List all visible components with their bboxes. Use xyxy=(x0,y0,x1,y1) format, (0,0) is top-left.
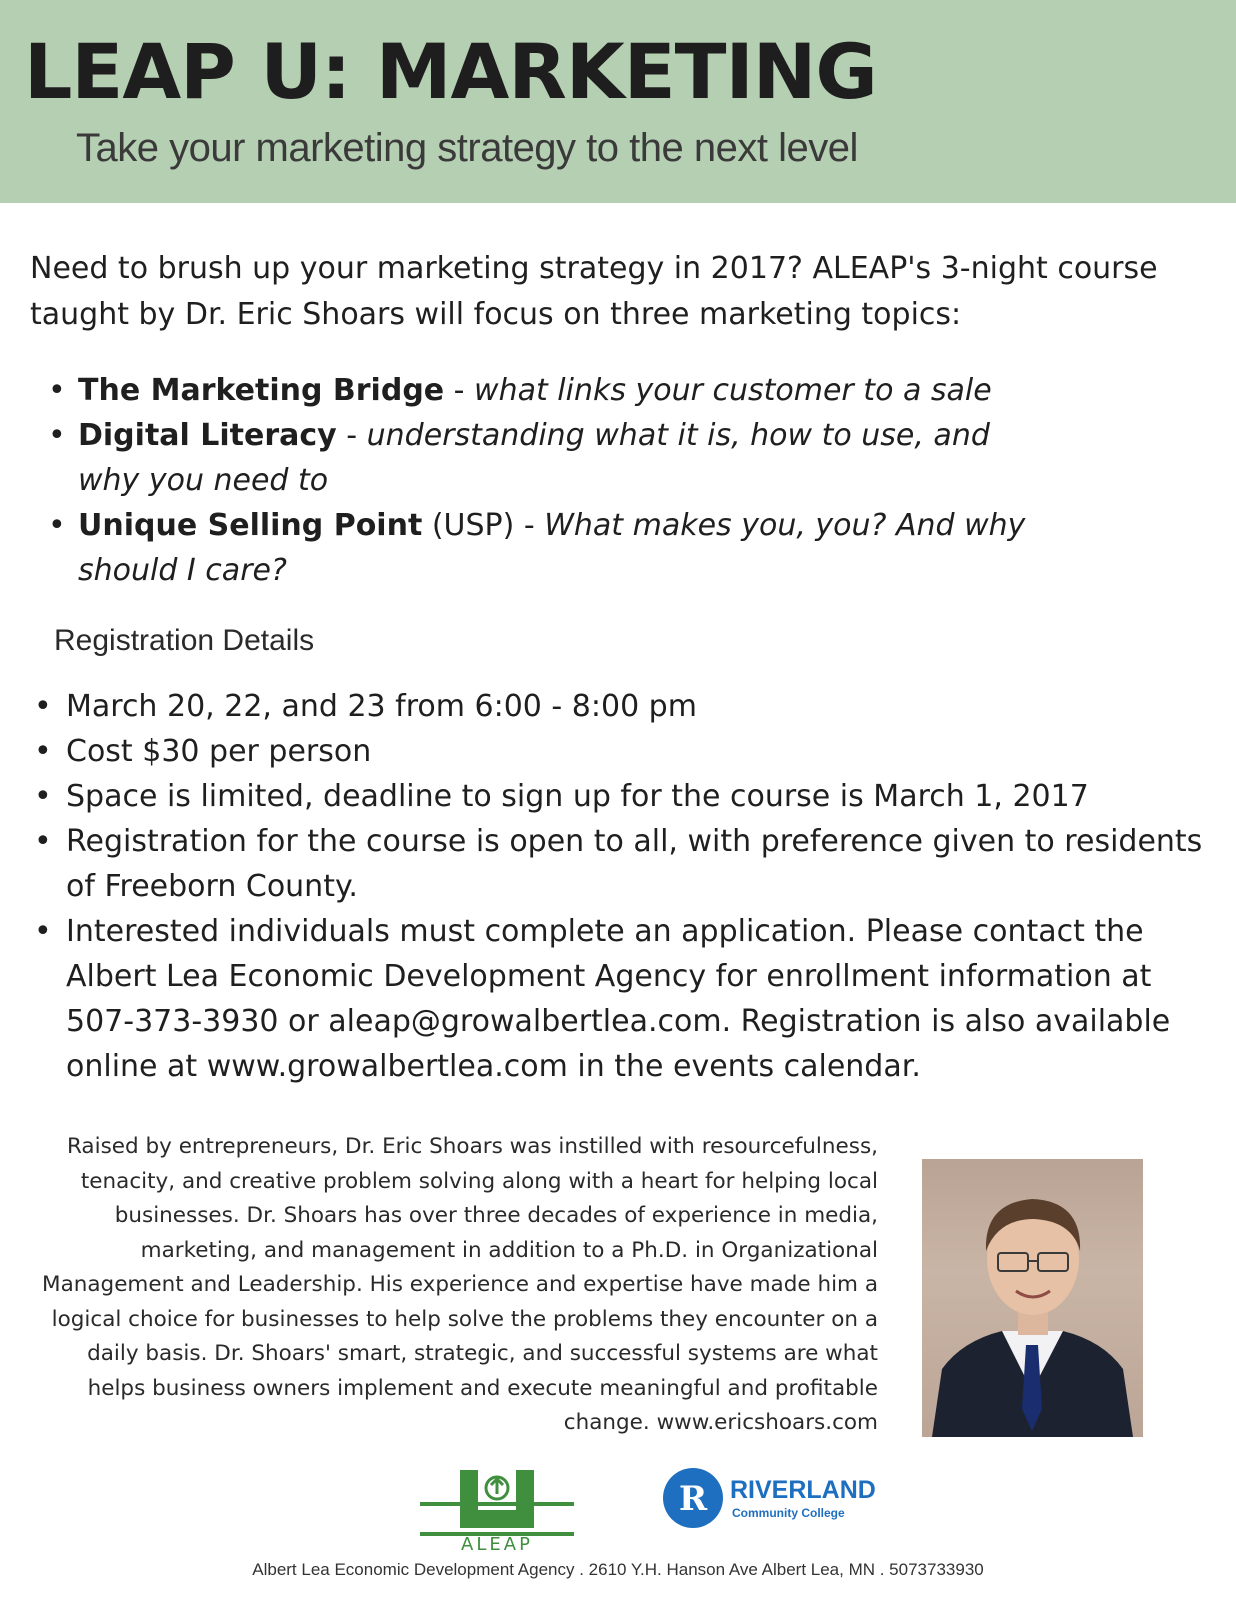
list-item: • Interested individuals must complete an application. Please contact the Albert Lea Economic Development Agency for enrollment information at 507-373-3930 or aleap@growalbertlea.com. Registration is also available online at www.growalbertlea.com in the events calendar. xyxy=(34,909,1204,1089)
topic-description: What makes you, you? And why should I care? xyxy=(78,508,1026,588)
riverland-logo xyxy=(663,1468,876,1528)
list-item: • Registration for the course is open to all, with preference given to residents of Freeborn County. xyxy=(34,819,1204,909)
registration-list xyxy=(34,684,1204,1089)
registration-heading: Registration Details xyxy=(54,624,315,657)
page-title: LEAP U: MARKETING xyxy=(24,27,877,116)
footer-address: Albert Lea Economic Development Agency . 2610 Y.H. Hanson Ave Albert Lea, MN . 5073733930 xyxy=(252,1560,984,1579)
topic-title-suffix: (USP) xyxy=(422,508,515,543)
topic-title: Digital Literacy xyxy=(78,418,337,453)
list-item xyxy=(48,368,1048,413)
speaker-bio: Raised by entrepreneurs, Dr. Eric Shoars was instilled with resourcefulness, tenacity, and creative problem solving along with a heart for helping local businesses. Dr. Shoars has over three decades of experience in media, marketing, and management in addition to a Ph.D. in Organizational Management and Leadership. His experience and expertise have made him a logical choice for businesses to help solve the problems they encounter on a daily basis. Dr. Shoars' smart, strategic, and successful systems are what helps business owners implement and execute meaningful and profitable change. www.ericshoars.com xyxy=(42,1134,878,1435)
topic-title: The Marketing Bridge xyxy=(78,373,445,408)
list-item: • Cost $30 per person xyxy=(34,729,1204,774)
topic-title: Unique Selling Point xyxy=(78,508,423,543)
svg-text:R: R xyxy=(678,1479,708,1519)
logos-svg xyxy=(420,1466,900,1556)
list-item: • March 20, 22, and 23 from 6:00 - 8:00 pm xyxy=(34,684,1204,729)
aleap-logo-text: ALEAP xyxy=(461,1534,533,1555)
topic-separator: - xyxy=(444,373,475,408)
list-item xyxy=(48,503,1048,593)
topic-separator: - xyxy=(514,508,545,543)
aleap-logo xyxy=(420,1470,574,1555)
speaker-photo xyxy=(922,1159,1143,1437)
topic-description: understanding what it is, how to use, and why you need to xyxy=(78,418,990,498)
riverland-name: RIVERLAND xyxy=(730,1476,876,1504)
list-item xyxy=(48,413,1048,503)
topic-description: what links your customer to a sale xyxy=(474,373,992,408)
intro-paragraph: Need to brush up your marketing strategy in 2017? ALEAP's 3-night course taught by Dr. Eric Shoars will focus on three marketing topics: xyxy=(30,251,1158,332)
topic-separator: - xyxy=(336,418,367,453)
portrait-illustration xyxy=(922,1159,1143,1437)
sponsor-logos xyxy=(420,1466,900,1556)
header-banner xyxy=(0,0,1236,203)
list-item: • Space is limited, deadline to sign up for the course is March 1, 2017 xyxy=(34,774,1204,819)
riverland-subtitle: Community College xyxy=(732,1506,845,1520)
page-subtitle: Take your marketing strategy to the next level xyxy=(76,126,858,170)
topics-list xyxy=(48,368,1048,593)
